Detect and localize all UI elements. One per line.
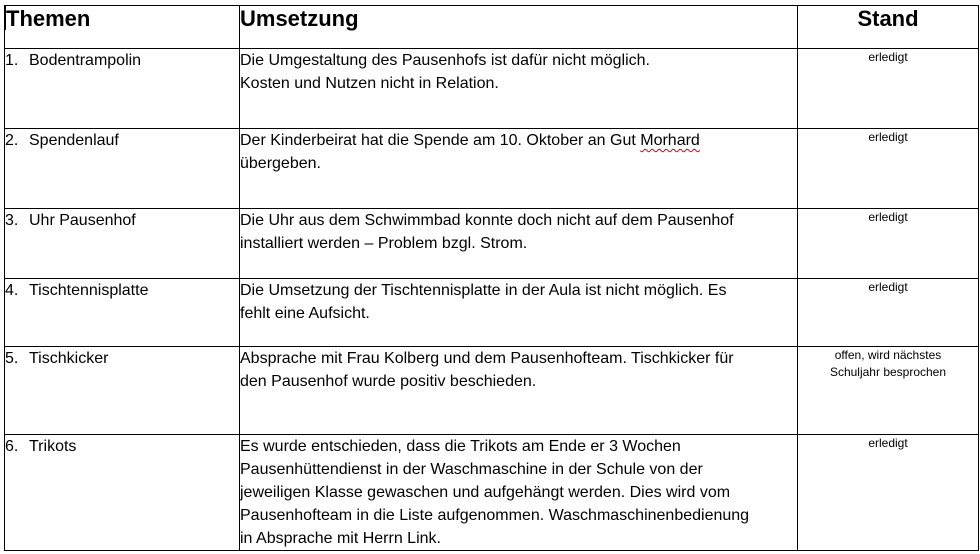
description-line: Die Umgestaltung des Pausenhofs ist dafür nicht möglich. [240,52,650,69]
description-line: installiert werden – Problem bzgl. Strom. [240,235,528,252]
table-row [5,279,979,347]
status-text: erledigt [868,50,908,64]
description-cell[interactable] [240,279,798,347]
topic-text: Bodentrampolin [29,52,142,69]
table-row [5,49,979,129]
status-cell[interactable] [798,49,979,129]
topic-text: Trikots [29,438,77,455]
topic-text: Spendenlauf [29,132,119,149]
description-line: jeweiligen Klasse gewaschen und aufgehängt werden. Dies wird vom [240,484,731,501]
description-cell[interactable] [240,435,798,551]
description-cell[interactable] [240,347,798,435]
item-number: 3. [5,212,19,229]
topic-cell[interactable] [5,347,240,435]
status-text: erledigt [868,130,908,144]
description-line: in Absprache mit Herrn Link. [240,530,441,547]
status-cell[interactable] [798,209,979,279]
status-cell[interactable] [798,347,979,435]
description-line: Absprache mit Frau Kolberg und dem Pausenhofteam. Tischkicker für [240,350,734,367]
description-cell[interactable] [240,49,798,129]
description-line: Kosten und Nutzen nicht in Relation. [240,75,499,92]
description-line: fehlt eine Aufsicht. [240,305,370,322]
table-header-row [5,6,979,49]
header-umsetzung[interactable]: Umsetzung [240,6,798,49]
description-cell[interactable] [240,129,798,209]
item-number: 2. [5,132,19,149]
topic-cell[interactable] [5,279,240,347]
status-text: Schuljahr besprochen [829,365,947,379]
item-number: 6. [5,438,19,455]
description-line: Pausenhofteam in die Liste aufgenommen. Waschmaschinenbedienung [240,507,750,524]
status-text: erledigt [868,436,908,450]
header-themen[interactable]: Themen [5,6,240,49]
status-cell[interactable] [798,435,979,551]
spellcheck-underlined-word: Morhard [640,132,700,149]
topic-text: Tischtennisplatte [29,282,149,299]
table-row [5,209,979,279]
description-line: den Pausenhof wurde positiv beschieden. [240,373,537,390]
description-line: übergeben. [240,155,321,172]
status-text: offen, wird nächstes [834,348,942,362]
description-line: Die Uhr aus dem Schwimmbad konnte doch nicht auf dem Pausenhof [240,212,734,229]
item-number: 5. [5,350,19,367]
description-line: Pausenhüttendienst in der Waschmaschine in der Schule von der [240,461,703,478]
themen-table [4,5,979,551]
item-number: 4. [5,282,19,299]
description-line: Die Umsetzung der Tischtennisplatte in der Aula ist nicht möglich. Es [240,282,727,299]
description-cell[interactable] [240,209,798,279]
table-row [5,347,979,435]
status-text: erledigt [868,210,908,224]
topic-text: Uhr Pausenhof [29,212,136,229]
status-cell[interactable] [798,129,979,209]
topic-cell[interactable] [5,129,240,209]
description-line: Es wurde entschieden, dass die Trikots am Ende er 3 Wochen [240,438,681,455]
topic-cell[interactable] [5,49,240,129]
header-stand[interactable]: Stand [798,6,979,49]
table-row [5,129,979,209]
topic-cell[interactable] [5,435,240,551]
topic-cell[interactable] [5,209,240,279]
topic-text: Tischkicker [29,350,109,367]
description-line: Der Kinderbeirat hat die Spende am 10. Oktober an Gut Morhard [240,132,700,149]
table-row [5,435,979,551]
item-number: 1. [5,52,19,69]
status-text: erledigt [868,280,908,294]
status-cell[interactable] [798,279,979,347]
